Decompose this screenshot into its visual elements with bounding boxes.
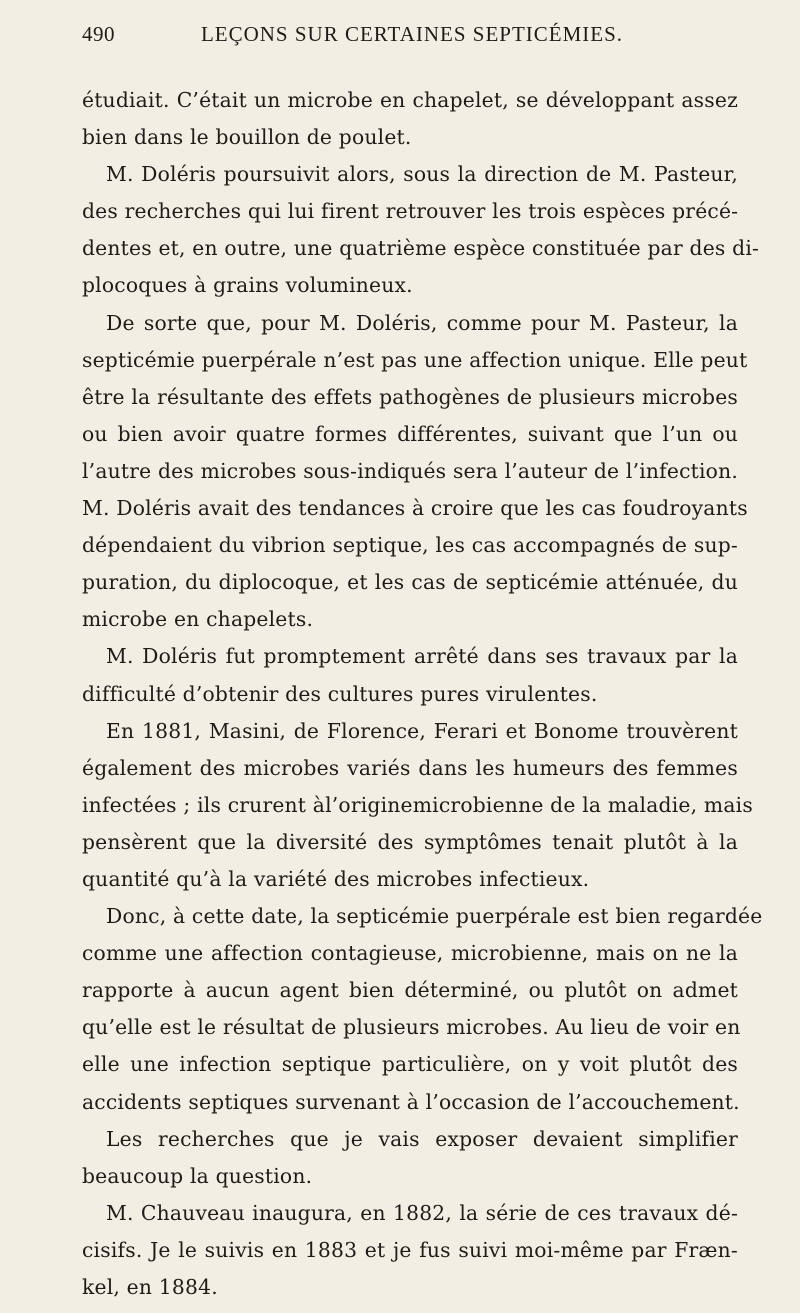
text-line: dépendaient du vibrion septique, les cas accompagnés de sup-: [82, 533, 738, 558]
text-line: des recherches qui lui firent retrouver les trois espèces précé-: [82, 199, 739, 224]
text-line: M. Chauveau inaugura, en 1882, la série de ces travaux dé-: [106, 1200, 738, 1225]
page-header: [82, 22, 742, 52]
text-line: difficulté d’obtenir des cultures pures virulentes.: [82, 681, 598, 706]
body-text: [82, 82, 763, 1306]
text-line: M. Doléris avait des tendances à croire que les cas foudroyants: [82, 496, 748, 521]
text-line: kel, en 1884.: [82, 1275, 218, 1299]
text-line: infectées ; ils crurent àl’originemicrobienne de la maladie, mais: [82, 792, 753, 817]
text-line: quantité qu’à la variété des microbes infectieux.: [82, 866, 590, 891]
text-line: pensèrent que la diversité des symptômes tenait plutôt à la: [82, 829, 738, 854]
text-line: beaucoup la question.: [82, 1163, 313, 1188]
text-line: rapporte à aucun agent bien déterminé, ou plutôt on admet: [82, 978, 738, 1003]
paragraph: [82, 638, 738, 712]
text-line: également des microbes variés dans les humeurs des femmes: [82, 755, 738, 780]
text-line: microbe en chapelets.: [82, 607, 314, 632]
paragraph: [82, 82, 738, 156]
text-line: De sorte que, pour M. Doléris, comme pour M. Pasteur, la: [106, 310, 738, 335]
text-line: M. Doléris poursuivit alors, sous la direction de M. Pasteur,: [106, 162, 738, 187]
text-line: septicémie puerpérale n’est pas une affection unique. Elle peut: [82, 347, 748, 372]
text-line: être la résultante des effets pathogènes de plusieurs microbes: [82, 384, 738, 409]
paragraph: [82, 1121, 738, 1195]
text-line: puration, du diplocoque, et les cas de septicémie atténuée, du: [82, 570, 738, 595]
text-line: cisifs. Je le suivis en 1883 et je fus suivi moi-même par Fræn-: [82, 1237, 738, 1262]
text-line: dentes et, en outre, une quatrième espèce constituée par des di-: [82, 236, 760, 261]
running-title: LEÇONS SUR CERTAINES SEPTICÉMIES.: [200, 22, 624, 46]
text-line: plocoques à grains volumineux.: [82, 273, 413, 298]
paragraph: [82, 305, 748, 639]
text-line: comme une affection contagieuse, microbienne, mais on ne la: [82, 941, 738, 966]
text-line: ou bien avoir quatre formes différentes, suivant que l’un ou: [82, 421, 738, 446]
page-number: 490: [82, 22, 115, 46]
text-line: l’autre des microbes sous-indiqués sera l’auteur de l’infection.: [82, 458, 738, 483]
text-line: Donc, à cette date, la septicémie puerpérale est bien regardée: [106, 904, 763, 929]
paragraph: [82, 898, 763, 1121]
text-line: En 1881, Masini, de Florence, Ferari et Bonome trouvèrent: [106, 718, 738, 743]
paragraph: [82, 1195, 738, 1306]
paragraph: [82, 713, 753, 898]
text-line: qu’elle est le résultat de plusieurs microbes. Au lieu de voir en: [82, 1015, 741, 1040]
text-line: bien dans le bouillon de poulet.: [82, 125, 412, 150]
text-line: Les recherches que je vais exposer devaient simplifier: [106, 1126, 738, 1151]
text-line: elle une infection septique particulière, on y voit plutôt des: [82, 1052, 738, 1077]
text-line: étudiait. C’était un microbe en chapelet, se développant assez: [82, 88, 738, 112]
text-line: accidents septiques survenant à l’occasion de l’accouchement.: [82, 1089, 740, 1114]
paragraph: [82, 156, 760, 304]
text-line: M. Doléris fut promptement arrêté dans ses travaux par la: [106, 644, 738, 669]
